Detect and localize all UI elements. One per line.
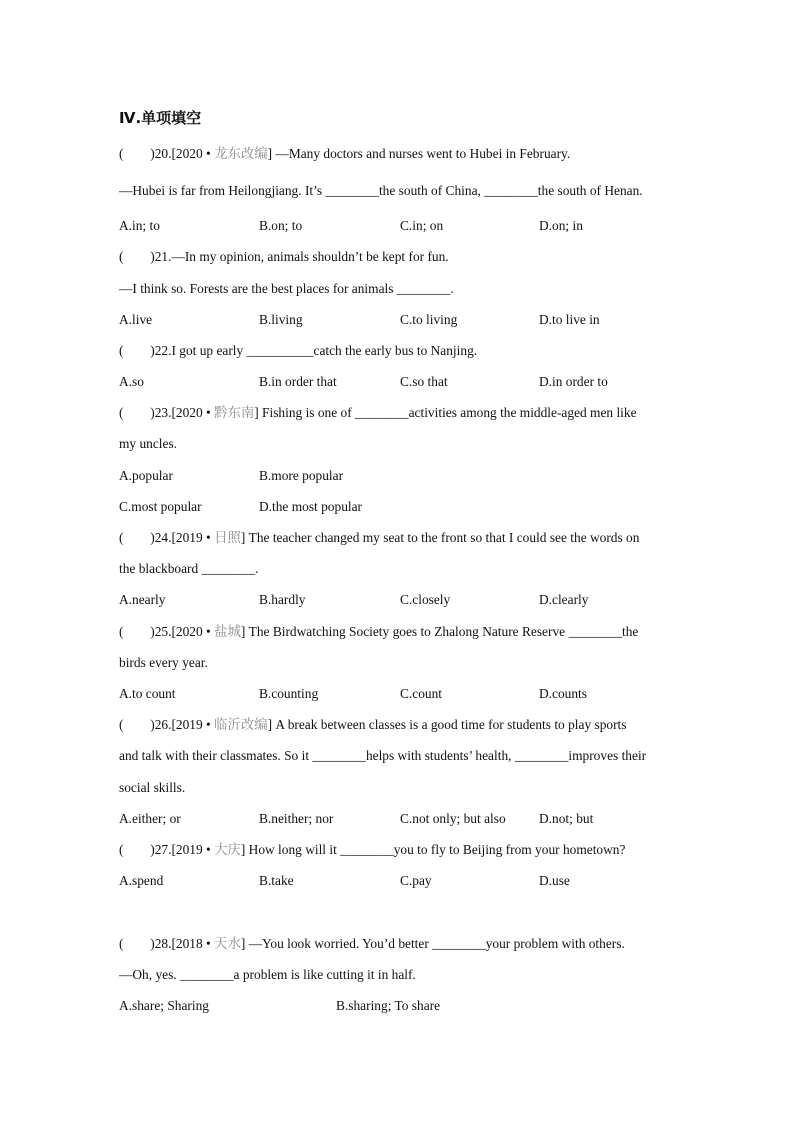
question-text: ] How long will it ________you to fly to Beijing from your hometown? [240, 842, 626, 857]
option-c[interactable]: C.to living [400, 312, 458, 327]
question-prefix: ( )26.[2019 • [119, 717, 215, 732]
question-23 [119, 404, 679, 422]
question-source: 日照 [214, 530, 241, 545]
question-source: 盐城 [214, 624, 241, 639]
question-22-options [119, 373, 679, 391]
option-d[interactable]: D.clearly [539, 592, 589, 607]
question-source: 大庆 [214, 842, 241, 857]
question-text: ] The teacher changed my seat to the front so that I could see the words on [240, 530, 640, 545]
option-b[interactable]: B.sharing; To share [336, 998, 441, 1013]
question-prefix: ( )21.—In my opinion, animals shouldn’t be kept for fun. [119, 249, 449, 264]
option-c[interactable]: C.closely [400, 592, 451, 607]
question-24 [119, 529, 679, 547]
question-23-options [119, 467, 679, 485]
option-c[interactable]: C.not only; but also [400, 811, 506, 826]
option-b[interactable]: B.neither; nor [259, 811, 334, 826]
option-d[interactable]: D.the most popular [259, 499, 363, 514]
question-25-options [119, 685, 679, 703]
question-text: ] A break between classes is a good time for students to play sports [267, 717, 627, 732]
option-b[interactable]: B.on; to [259, 218, 303, 233]
option-d[interactable]: D.in order to [539, 374, 608, 389]
question-24-options [119, 591, 679, 609]
question-prefix: ( )24.[2019 • [119, 530, 215, 545]
question-22 [119, 342, 679, 360]
question-28 [119, 935, 679, 953]
question-23-line2: my uncles. [119, 436, 178, 451]
option-d[interactable]: D.on; in [539, 218, 583, 233]
question-21-line2: —I think so. Forests are the best places for animals ________. [119, 281, 454, 296]
option-a[interactable]: A.live [119, 312, 153, 327]
question-source: 黔东南 [214, 405, 255, 420]
option-d[interactable]: D.use [539, 873, 570, 888]
question-26-line3: social skills. [119, 780, 186, 795]
question-prefix: ( )20.[2020 • [119, 146, 215, 161]
question-text: ] —You look worried. You’d better ________your problem with others. [240, 936, 625, 951]
option-d[interactable]: D.not; but [539, 811, 594, 826]
option-d[interactable]: D.to live in [539, 312, 600, 327]
question-20 [119, 145, 679, 163]
option-a[interactable]: A.spend [119, 873, 164, 888]
option-c[interactable]: C.count [400, 686, 443, 701]
question-source: 天水 [214, 936, 241, 951]
option-a[interactable]: A.popular [119, 468, 173, 483]
option-b[interactable]: B.take [259, 873, 294, 888]
option-b[interactable]: B.counting [259, 686, 319, 701]
question-23-options-2 [119, 498, 679, 516]
question-26-line2: and talk with their classmates. So it ________helps with students’ health, ________improves their [119, 748, 647, 763]
question-prefix: ( )22.I got up early __________catch the early bus to Nanjing. [119, 343, 478, 358]
question-prefix: ( )25.[2020 • [119, 624, 215, 639]
option-b[interactable]: B.hardly [259, 592, 306, 607]
option-a[interactable]: A.to count [119, 686, 176, 701]
section-title: Ⅳ.单项填空 [119, 109, 202, 127]
option-a[interactable]: A.so [119, 374, 144, 389]
option-b[interactable]: B.living [259, 312, 303, 327]
option-b[interactable]: B.in order that [259, 374, 337, 389]
question-text: ] Fishing is one of ________activities among the middle-aged men like [254, 405, 637, 420]
option-c[interactable]: C.most popular [119, 499, 202, 514]
question-source: 龙东改编 [214, 146, 268, 161]
question-20-line2: —Hubei is far from Heilongjiang. It’s ________the south of China, ________the south of Henan. [119, 183, 643, 198]
question-26-options [119, 810, 679, 828]
question-text: ] The Birdwatching Society goes to Zhalong Nature Reserve ________the [240, 624, 639, 639]
question-28-options [119, 997, 679, 1015]
option-c[interactable]: C.so that [400, 374, 448, 389]
option-a[interactable]: A.either; or [119, 811, 181, 826]
question-27 [119, 841, 679, 859]
option-a[interactable]: A.in; to [119, 218, 160, 233]
option-d[interactable]: D.counts [539, 686, 587, 701]
question-prefix: ( )23.[2020 • [119, 405, 215, 420]
question-24-line2: the blackboard ________. [119, 561, 259, 576]
option-c[interactable]: C.pay [400, 873, 432, 888]
question-25 [119, 623, 679, 641]
option-c[interactable]: C.in; on [400, 218, 444, 233]
option-b[interactable]: B.more popular [259, 468, 344, 483]
option-a[interactable]: A.nearly [119, 592, 166, 607]
question-20-options [119, 217, 679, 235]
question-source: 临沂改编 [214, 717, 268, 732]
question-25-line2: birds every year. [119, 655, 208, 670]
option-a[interactable]: A.share; Sharing [119, 998, 209, 1013]
question-27-options [119, 872, 679, 890]
question-21 [119, 248, 679, 266]
question-prefix: ( )27.[2019 • [119, 842, 215, 857]
question-26 [119, 716, 679, 734]
question-text: ] —Many doctors and nurses went to Hubei in February. [267, 146, 571, 161]
question-prefix: ( )28.[2018 • [119, 936, 215, 951]
question-21-options [119, 311, 679, 329]
question-28-line2: —Oh, yes. ________a problem is like cutting it in half. [119, 967, 416, 982]
